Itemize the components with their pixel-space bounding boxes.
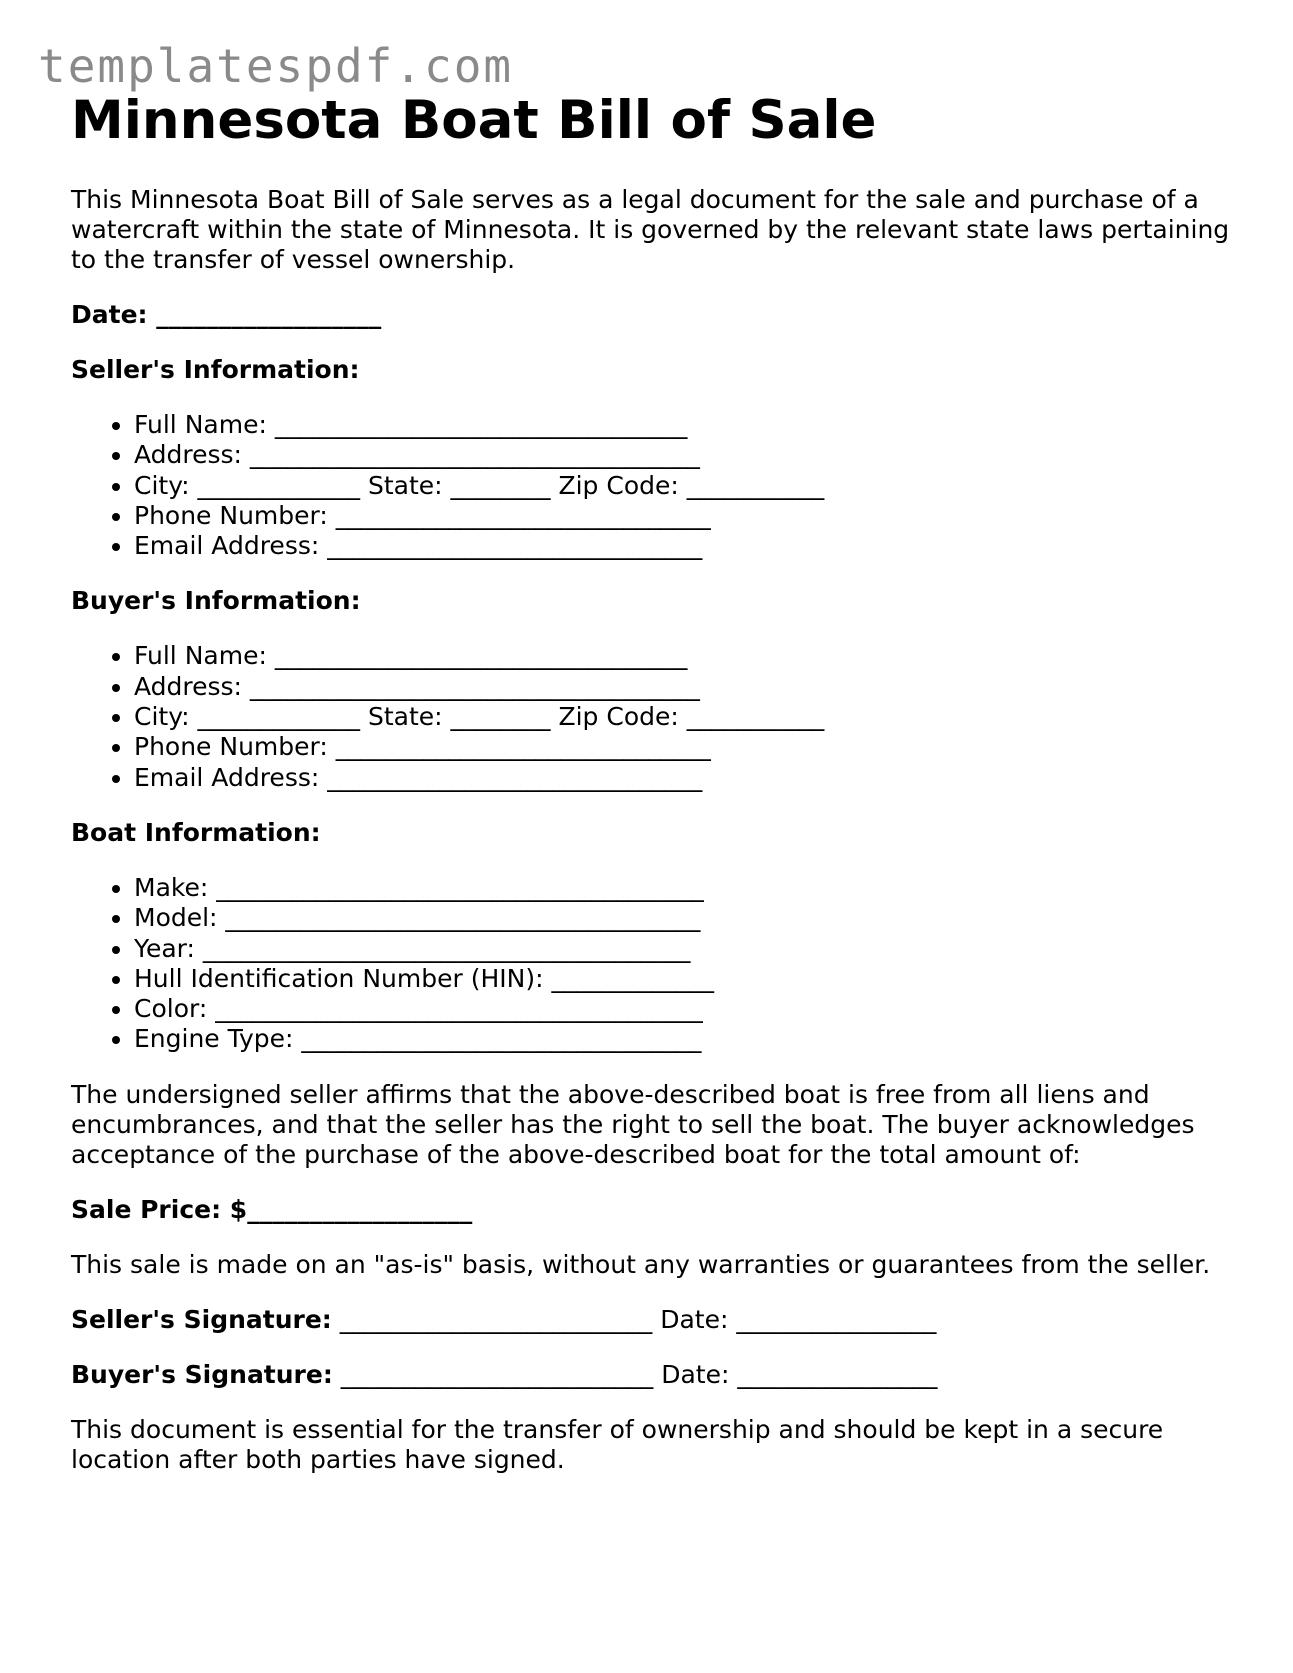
affirmation-paragraph: The undersigned seller affirms that the above-described boat is free from all liens and encumbrances, and that the seller has the right to sell the boat. The buyer acknowledges acceptance of the purchase of the above-described boat for the total amount of: xyxy=(71,1079,1195,1169)
boat-color-field: • Color: _______________________________________ xyxy=(134,994,1231,1024)
boat-make-field: • Make: _______________________________________ xyxy=(134,873,1231,903)
seller-info-list xyxy=(71,410,1231,561)
buyer-signature-line xyxy=(71,1360,1231,1390)
closing-paragraph: This document is essential for the transfer of ownership and should be kept in a secure location after both parties have signed. xyxy=(71,1414,1164,1474)
buyer-phone-field: • Phone Number: ______________________________ xyxy=(134,732,1231,762)
buyer-full-name-field: • Full Name: _________________________________ xyxy=(134,641,1231,671)
buyer-address-field: • Address: ____________________________________ xyxy=(134,672,1231,702)
seller-address-field: • Address: ____________________________________ xyxy=(134,440,1231,470)
seller-section-heading: Seller's Information: xyxy=(71,355,360,384)
buyer-email-field: • Email Address: ______________________________ xyxy=(134,763,1231,793)
boat-engine-type-field: • Engine Type: ________________________________ xyxy=(134,1024,1231,1054)
boat-info-list xyxy=(71,873,1231,1055)
boat-year-field: • Year: _______________________________________ xyxy=(134,934,1231,964)
seller-city-state-zip-field: • City: _____________ State: ________ Zip Code: ___________ xyxy=(134,471,1231,501)
page-title: Minnesota Boat Bill of Sale xyxy=(71,90,877,151)
boat-hin-field: • Hull Identification Number (HIN): _____________ xyxy=(134,964,1231,994)
buyer-info-list xyxy=(71,641,1231,792)
buyer-city-state-zip-field: • City: _____________ State: ________ Zip Code: ___________ xyxy=(134,702,1231,732)
seller-signature-blank: _________________________ Date: ________________ xyxy=(331,1304,937,1334)
boat-model-field: • Model: ______________________________________ xyxy=(134,903,1231,933)
seller-signature-line xyxy=(71,1305,1231,1335)
buyer-signature-label: Buyer's Signature: xyxy=(71,1359,333,1389)
document-body xyxy=(71,88,1231,1475)
seller-phone-field: • Phone Number: ______________________________ xyxy=(134,501,1231,531)
as-is-statement: This sale is made on an "as-is" basis, without any warranties or guarantees from the seller. xyxy=(71,1249,1211,1279)
boat-section-heading: Boat Information: xyxy=(71,817,321,847)
watermark: templatespdf.com xyxy=(38,39,514,93)
buyer-section-heading: Buyer's Information: xyxy=(71,586,361,616)
sale-price-field: Sale Price: $__________________ xyxy=(71,1194,473,1224)
seller-signature-label: Seller's Signature: xyxy=(71,1304,332,1334)
intro-paragraph: This Minnesota Boat Bill of Sale serves as a legal document for the sale and purchase of a watercraft within the state of Minnesota. It is governed by the relevant state laws pertaining to the transfer of vessel ownership. xyxy=(71,185,1230,274)
buyer-signature-blank: _________________________ Date: ________________ xyxy=(332,1359,938,1389)
seller-full-name-field: • Full Name: _________________________________ xyxy=(134,410,1231,440)
date-field: Date: __________________ xyxy=(71,300,382,329)
seller-email-field: • Email Address: ______________________________ xyxy=(134,531,1231,561)
